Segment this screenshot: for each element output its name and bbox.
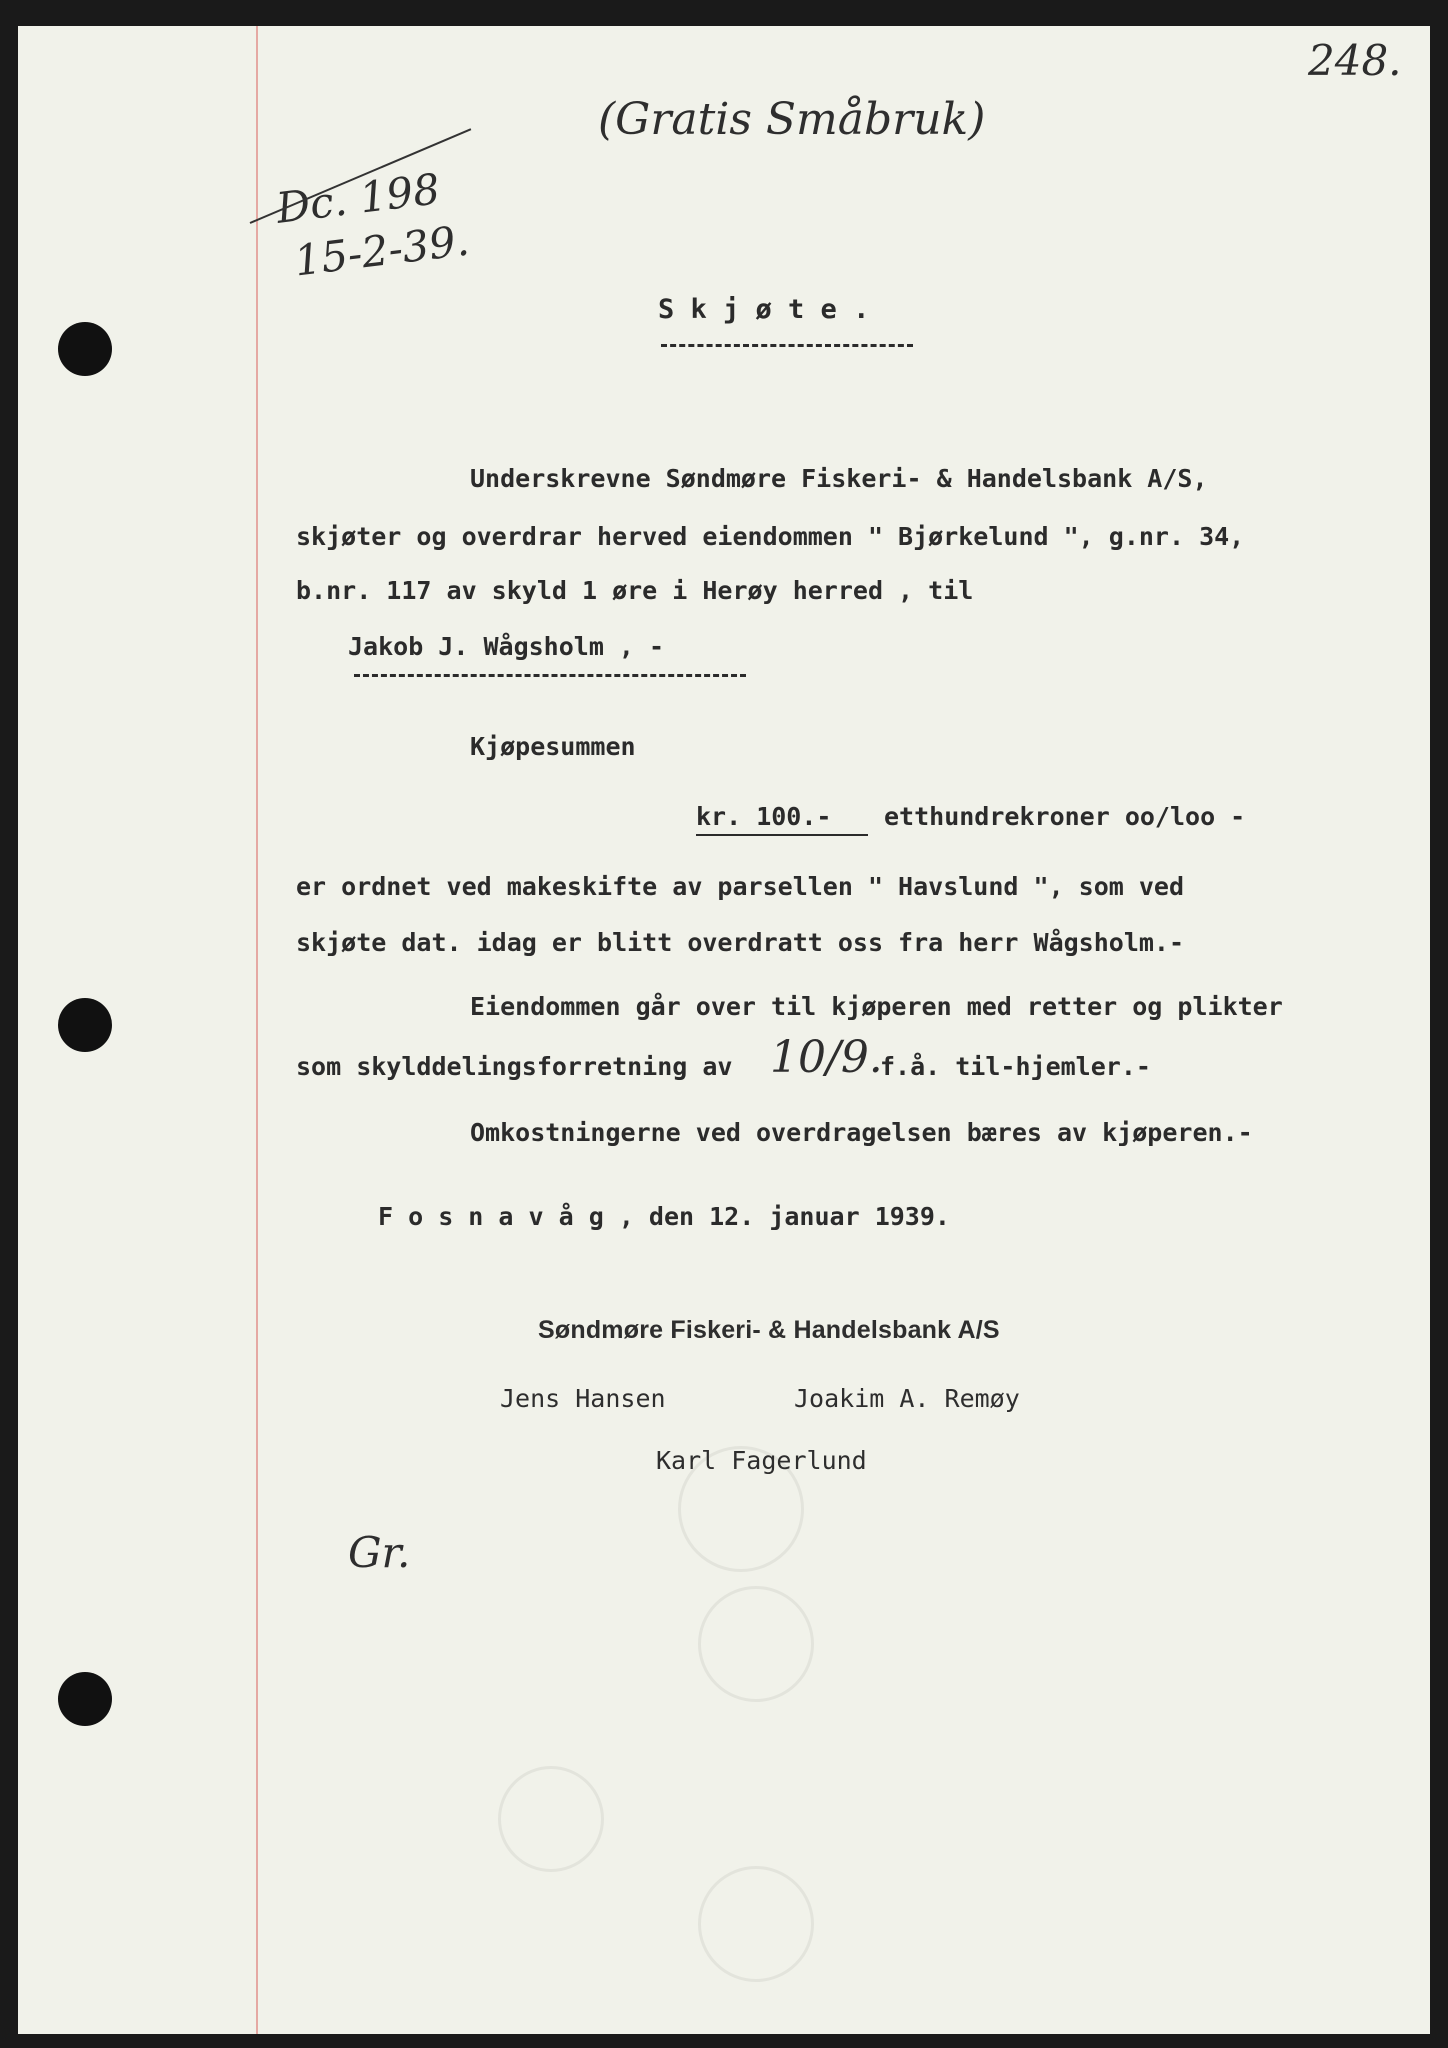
body-line-7a: som skylddelingsforretning av (296, 1052, 733, 1081)
body-line-5: skjøte dat. idag er blitt overdratt oss fra herr Wågsholm.- (296, 928, 1185, 957)
document-page (18, 26, 1430, 2034)
price-words: etthundrekroner oo/loo - (884, 802, 1246, 831)
title-underline (661, 344, 913, 347)
body-line-4: er ordnet ved makeskifte av parsellen " Havslund ", som ved (296, 872, 1185, 901)
header-note: (Gratis Småbruk) (598, 94, 986, 145)
initial-mark: Gr. (348, 1528, 411, 1577)
signature-1: Jens Hansen (500, 1384, 666, 1413)
price-underline (696, 834, 868, 836)
registration-line2: 15-2-39. (291, 215, 472, 286)
signature-2: Joakim A. Remøy (794, 1384, 1020, 1413)
punch-hole-bottom (58, 1672, 112, 1726)
registration-line1: Dc. 198 (273, 164, 443, 233)
body-line-3: b.nr. 117 av skyld 1 øre i Herøy herred , til (296, 576, 974, 605)
bleed-through-mark (498, 1766, 604, 1872)
bleed-through-mark (698, 1586, 814, 1702)
page-number: 248. (1308, 36, 1402, 85)
signature-3: Karl Fagerlund (656, 1446, 867, 1475)
body-line-6: Eiendommen går over til kjøperen med retter og plikter (470, 992, 1283, 1021)
body-line-8: Omkostningerne ved overdragelsen bæres av kjøperen.- (470, 1118, 1253, 1147)
document-title: S k j ø t e . (658, 294, 870, 325)
body-line-7b: f.å. til-hjemler.- (880, 1052, 1151, 1081)
handwritten-date: 10/9. (770, 1032, 883, 1083)
buyer-underline (354, 674, 746, 677)
margin-line (256, 26, 258, 2034)
price-amount: kr. 100.- (696, 802, 832, 831)
place-date: F o s n a v å g , den 12. januar 1939. (378, 1202, 950, 1231)
buyer-name: Jakob J. Wågsholm , - (348, 632, 665, 661)
body-line-2: skjøter og overdrar herved eiendommen " Bjørkelund ", g.nr. 34, (296, 522, 1245, 551)
bleed-through-mark (698, 1866, 814, 1982)
price-label: Kjøpesummen (470, 732, 636, 761)
punch-hole-top (58, 322, 112, 376)
punch-hole-middle (58, 998, 112, 1052)
body-line-1: Underskrevne Søndmøre Fiskeri- & Handelsbank A/S, (470, 464, 1208, 493)
bank-stamp: Søndmøre Fiskeri- & Handelsbank A/S (538, 1316, 1000, 1344)
